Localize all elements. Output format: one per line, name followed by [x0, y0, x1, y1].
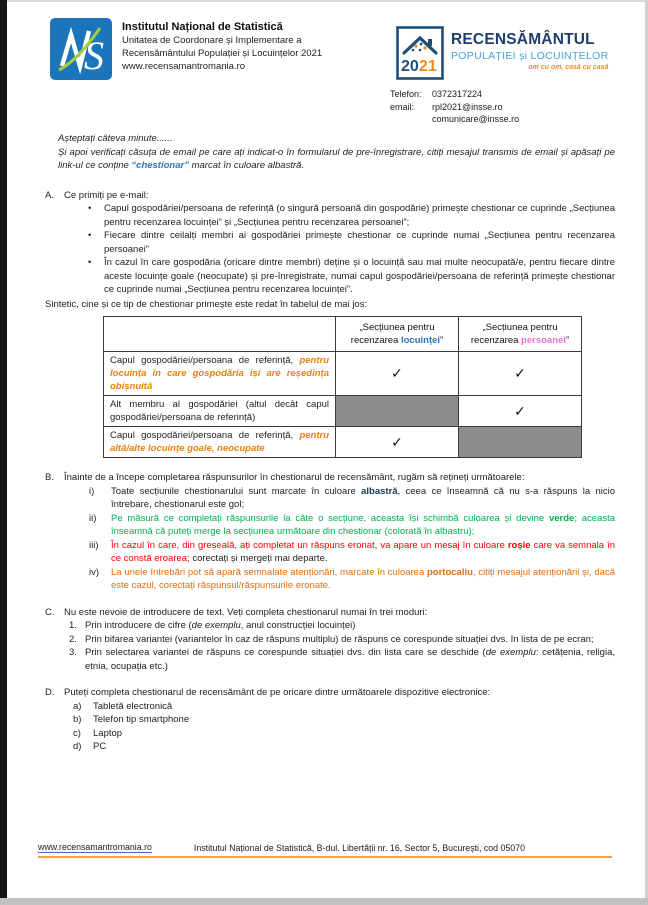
text-segment: care va semnala în ce constă eroarea; — [111, 539, 615, 564]
table-header-locuinte: „Secțiunea pentru recenzarea locuinței” — [336, 317, 459, 352]
table-header-row — [104, 317, 582, 352]
page-edge-left — [0, 0, 7, 905]
mode-item-number: 3. — [69, 647, 77, 658]
cell-locuinte — [336, 396, 459, 427]
cell-persoane — [459, 427, 582, 458]
row-text-black: Capul gospodăriei/persoana de referință, — [110, 355, 300, 366]
footer-website-link[interactable]: www.recensamantromania.ro — [38, 842, 152, 852]
intro-paragraph — [58, 146, 615, 173]
text-segment: ; aceasta înseamnă că puteți merge la secțiunea următoare din chestionar (colorată în albastru); — [111, 512, 615, 537]
device-item-text: Telefon tip smartphone — [93, 714, 190, 725]
section-d-items — [45, 700, 615, 754]
section-b-items — [45, 485, 615, 593]
email-label: email: — [390, 101, 415, 112]
ins-header-block — [50, 18, 322, 80]
section-a-title: Ce primiți pe e-mail: — [64, 189, 149, 201]
bullet-item — [88, 256, 615, 297]
unit-line-1: Unitatea de Coordonare și Implementare a — [122, 35, 302, 46]
section-c-items — [45, 619, 615, 673]
notice-item — [89, 566, 615, 593]
bullet-icon: • — [88, 203, 92, 214]
table-header-persoane: „Secțiunea pentru recenzarea persoanei” — [459, 317, 582, 352]
header-word-locuintei: locuinței — [400, 335, 441, 346]
notice-item-number: ii) — [89, 512, 97, 524]
header-website: www.recensamantromania.ro — [122, 61, 246, 72]
device-item — [73, 713, 615, 727]
bullet-text: În cazul în care gospodăria (oricare dintre membri) deține și o locuință sau mai multe neocupată/e, pentru fiecare dintre aceste locuințe goale (neocupate) și pre-înregistrate, numai capul gospodăriei/persoana de referință primește chestionar ce cuprinde numai „Secțiunea pentru recenzarea locuinței”. — [104, 257, 615, 295]
cell-locuinte: ✓ — [336, 352, 459, 396]
notice-item — [89, 485, 615, 512]
bullet-text: Fiecare dintre ceilalți membri ai gospodăriei primește chestionar ce cuprinde numai „Secțiunea pentru recenzarea persoanei” — [104, 230, 615, 255]
bullet-icon: • — [88, 257, 92, 268]
table-row — [104, 427, 582, 458]
section-a-bullets — [64, 202, 615, 297]
text-segment: verde — [548, 512, 575, 524]
mode-item-text — [85, 646, 615, 673]
cell-locuinte: ✓ — [336, 427, 459, 458]
section-d — [45, 686, 615, 754]
row-text-black: Capul gospodăriei/persoana de referință, — [110, 430, 300, 441]
device-item — [73, 727, 615, 741]
email-address-2: comunicare@insse.ro — [432, 114, 520, 124]
section-a-label: A. — [45, 189, 54, 201]
census-year-21: 21 — [419, 58, 437, 75]
table-header-empty-cell — [104, 317, 336, 352]
mode-item — [69, 633, 615, 647]
notice-item-number: i) — [89, 485, 95, 497]
text-segment: roșie — [507, 539, 531, 551]
device-item-letter: a) — [73, 700, 82, 712]
notice-item — [89, 539, 615, 566]
device-item-text: Laptop — [93, 727, 123, 739]
mode-item — [69, 646, 615, 673]
cell-persoane: ✓ — [459, 396, 582, 427]
bullet-item — [88, 202, 615, 229]
phone-number: 0372317224 — [432, 89, 483, 99]
text-segment: portocaliu — [427, 566, 473, 578]
text-segment: , citiți mesajul atenționării și, dacă este cazul, corectați răspunsul/răspunsurile eronate. — [111, 566, 615, 591]
text-segment: , ceea ce înseamnă că nu s-a răspuns la nicio întrebare, chestionarul este gol; — [111, 485, 616, 510]
notice-item-number: iv) — [89, 566, 100, 578]
text-segment: Prin selectarea variantei de răspuns ce corespunde situației dvs. din lista care se deschide ( — [85, 647, 486, 658]
page-edge-bottom — [0, 898, 648, 905]
census-titles — [451, 26, 608, 71]
row-text-orange: pentru altă/alte locuințe goale, neocupate — [110, 430, 329, 454]
census-subtitle: POPULAȚIEI și LOCUINȚELOR — [451, 49, 609, 62]
device-item — [73, 740, 615, 754]
text-segment: În cazul în care, din greșeală, ați completat un răspuns eronat, va apare un mesaj în culoare — [111, 539, 508, 551]
row-text-orange: pentru locuința în care gospodăria își are reședința obișnuită — [110, 355, 329, 392]
text-segment: La unele întrebări pot să apară semnalate atenționări, marcate în culoarea — [111, 566, 427, 578]
census-2021-logo-icon — [396, 26, 444, 80]
text-segment: , anul construcției locuinței) — [240, 620, 356, 631]
intro-text-before: Și apoi verificați căsuța de email pe care ați indicat-o în formularul de pre-înregistrare, citiți mesajul transmis de email și apăsați pe link-ul ce conține — [58, 146, 615, 171]
email-address-1: rpl2021@insse.ro — [432, 101, 503, 112]
text-segment: de exemplu — [485, 647, 536, 658]
svg-text:S: S — [84, 33, 104, 78]
section-c — [45, 606, 615, 674]
bullet-text: Capul gospodăriei/persoana de referință (o singură persoană din gospodărie) primește chestionar ce cuprinde „Secțiunea pentru recenzarea locuinței” și „Secțiunea pentru recenzarea persoanei”; — [104, 203, 615, 228]
section-a — [45, 189, 615, 312]
device-item — [73, 700, 615, 714]
cell-persoane: ✓ — [459, 352, 582, 396]
sintetic-line: Sintetic, cine și ce tip de chestionar primește este redat în tabelul de mai jos: — [45, 298, 368, 310]
table-row-label — [104, 427, 336, 458]
text-segment: albastră — [361, 485, 398, 497]
device-item-text: Tabletă electronică — [93, 700, 173, 712]
table-row — [104, 352, 582, 396]
notice-item-text — [111, 485, 615, 512]
table-row-label — [104, 352, 336, 396]
section-d-label: D. — [45, 687, 55, 698]
mode-item-text — [85, 619, 615, 633]
header — [0, 0, 648, 124]
device-item-letter: c) — [73, 727, 81, 739]
contact-block — [390, 88, 519, 126]
notice-item-text — [111, 539, 615, 566]
section-c-intro: Nu este nevoie de introducere de text. Veți completa chestionarul numai în trei moduri: — [64, 606, 428, 618]
table-row-label — [104, 396, 336, 427]
notice-item-number: iii) — [89, 539, 99, 551]
text-segment: Toate secțiunile chestionarului sunt marcate în culoare — [111, 485, 362, 497]
table-row — [104, 396, 582, 427]
email-spacer — [390, 113, 432, 126]
text-segment: Prin introducere de cifre ( — [85, 620, 192, 631]
device-item-text: PC — [93, 741, 107, 752]
institution-name: Institutul Național de Statistică — [122, 21, 283, 33]
section-b-label: B. — [45, 472, 54, 483]
census-tagline: om cu om, casă cu casă — [528, 64, 609, 71]
section-d-intro: Puteți completa chestionarul de recensământ de pe oricare dintre următoarele dispozitive electronice: — [64, 687, 491, 698]
questionnaire-table — [103, 316, 582, 458]
phone-label: Telefon: — [390, 89, 422, 99]
mode-item-number: 1. — [69, 620, 77, 631]
text-segment: corectați și mergeți mai departe. — [189, 553, 328, 564]
mode-item-number: 2. — [69, 633, 77, 645]
bullet-icon: • — [88, 230, 92, 241]
row-text-black: Alt membru al gospodăriei (altul decât capul gospodăriei/persoana de referință) — [110, 399, 329, 423]
text-segment: de exemplu — [191, 620, 241, 631]
intro-line-1: Așteptați câteva minute...... — [58, 133, 173, 144]
census-year-20: 20 — [401, 58, 419, 75]
unit-line-2: Recensământului Populației și Locuințelor 2021 — [122, 48, 323, 59]
census-title: RECENSĂMÂNTUL — [451, 31, 595, 48]
census-logo-block — [396, 26, 608, 80]
intro-text-after: marcat în culoare albastră. — [188, 160, 305, 171]
ins-logo-icon — [50, 18, 112, 80]
section-b-intro: Înainte de a începe completarea răspunsurilor în chestionarul de recensământ, rugăm să rețineți următoarele: — [64, 472, 525, 483]
device-item-letter: d) — [73, 741, 82, 752]
chestionar-link-word: “chestionar” — [131, 160, 189, 171]
bullet-item — [88, 229, 615, 256]
text-segment: Pe măsură ce completați răspunsurile la câte o secțiune, aceasta își schimbă culoarea și devine — [111, 512, 549, 524]
text-segment: : cetățenia, religia, etnia, ocupația etc.) — [85, 647, 616, 672]
section-c-label: C. — [45, 606, 55, 618]
intro-block — [58, 132, 615, 173]
footer — [38, 842, 612, 858]
notice-item-text — [111, 566, 615, 593]
section-b — [45, 471, 615, 593]
device-item-letter: b) — [73, 714, 82, 725]
footer-address: Institutul Național de Statistică, B-dul. Libertății nr. 16, Sector 5, București, cod 05070 — [193, 843, 525, 853]
ins-header-text — [122, 18, 322, 80]
notice-item — [89, 512, 615, 539]
mode-item-text — [85, 633, 615, 647]
contact-grid — [390, 88, 519, 126]
header-word-persoanei: persoanei — [521, 335, 566, 346]
text-segment: Prin bifarea variantei (variantelor în caz de răspuns multiplu) de răspuns ce corespunde situației dvs. în lista de pe ecran; — [85, 633, 594, 645]
mode-item — [69, 619, 615, 633]
notice-item-text — [111, 512, 615, 539]
